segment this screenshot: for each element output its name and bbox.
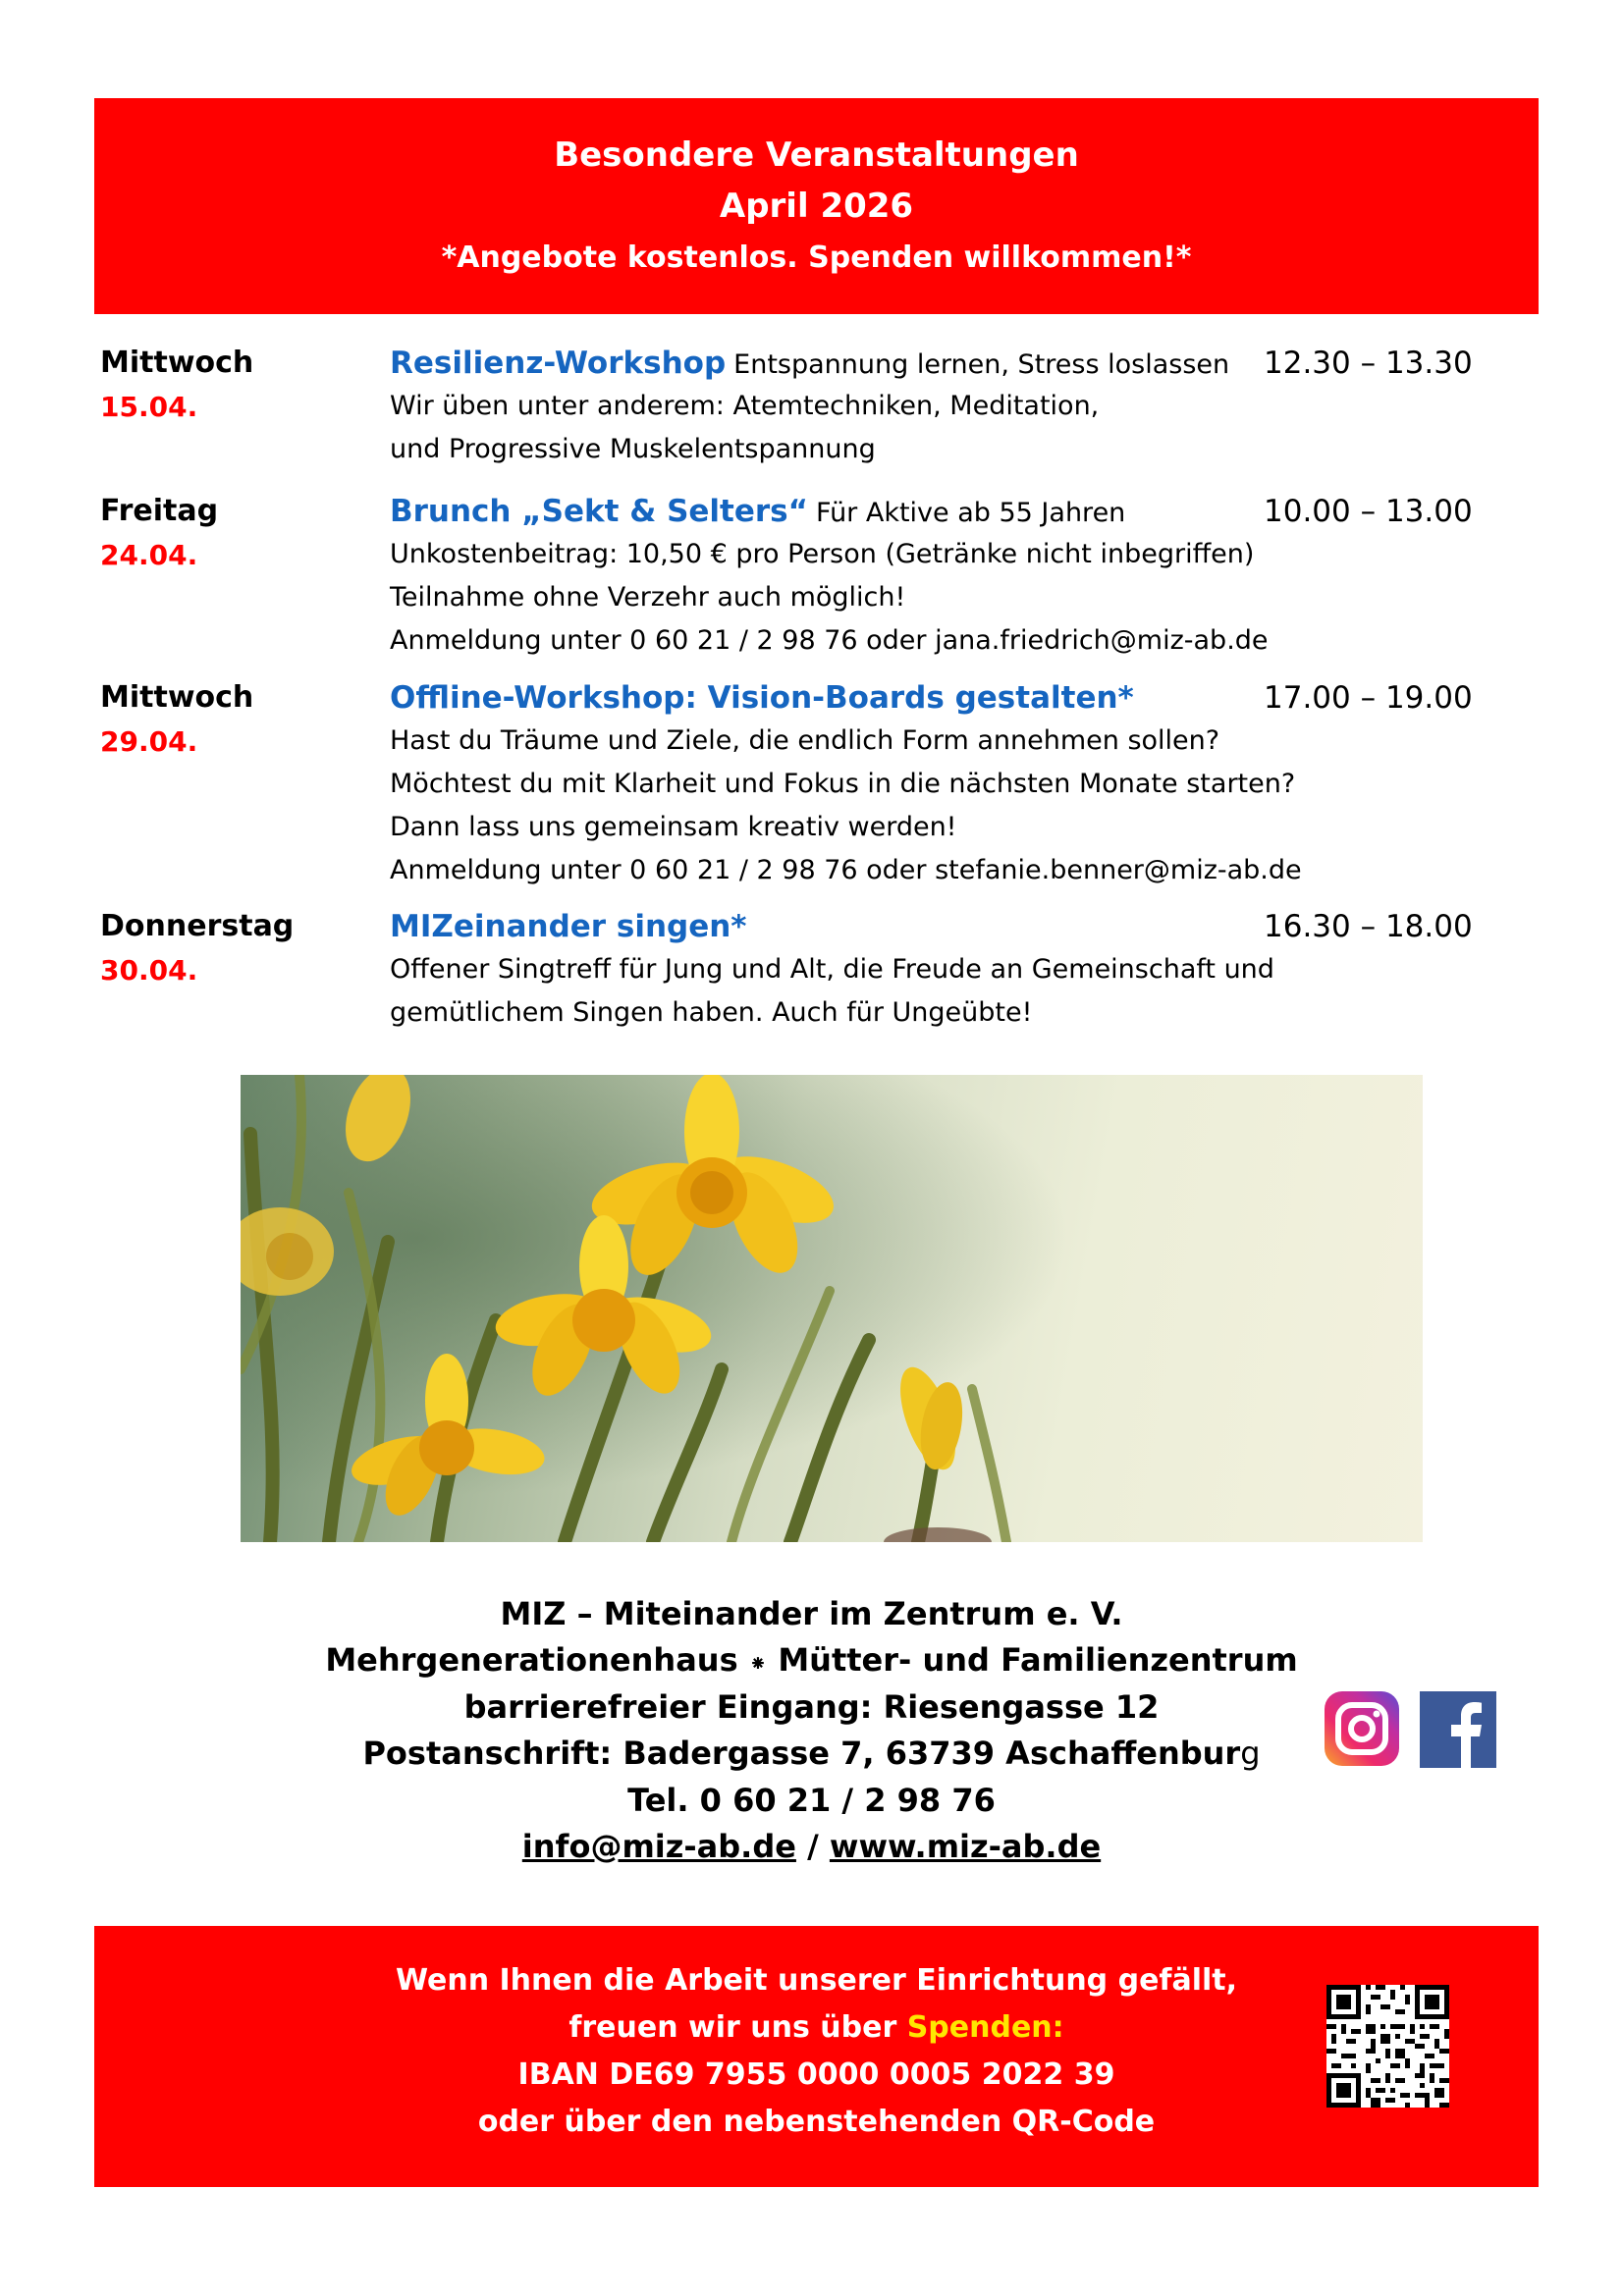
link-separator: / (807, 1828, 819, 1865)
event-date: 30.04. (100, 954, 198, 987)
donation-line-2-prefix: freuen wir uns über (568, 2010, 897, 2045)
event-description-line: und Progressive Muskelentspannung (390, 434, 876, 464)
org-tagline-b: Mütter- und Familienzentrum (778, 1641, 1298, 1679)
website-link[interactable]: www.miz-ab.de (829, 1828, 1102, 1865)
donation-line-1: Wenn Ihnen die Arbeit unserer Einrichtung gefällt, (395, 1963, 1238, 1998)
org-postal-last: g (1240, 1735, 1261, 1772)
org-tagline-separator: ⁕ (748, 1652, 768, 1677)
header-banner (94, 98, 1539, 314)
org-tagline-a: Mehrgenerationenhaus (325, 1641, 738, 1679)
event-description-line: Dann lass uns gemeinsam kreativ werden! (390, 812, 957, 842)
email-link[interactable]: info@miz-ab.de (521, 1828, 796, 1865)
event-subtitle: Entspannung lernen, Stress loslassen (733, 349, 1230, 380)
event-title: Offline-Workshop: Vision-Boards gestalten* (390, 680, 1134, 716)
header-month: April 2026 (719, 187, 914, 226)
facebook-icon[interactable] (1420, 1691, 1496, 1768)
event-description-line: Teilnahme ohne Verzehr auch möglich! (390, 582, 906, 613)
org-entrance: barrierefreier Eingang: Riesengasse 12 (463, 1688, 1160, 1726)
event-description-line: Anmeldung unter 0 60 21 / 2 98 76 oder jana.friedrich@miz-ab.de (390, 625, 1269, 656)
event-time: 16.30 – 18.00 (1264, 909, 1473, 944)
event-day: Mittwoch (100, 346, 254, 380)
org-contact-links (0, 1828, 1623, 1865)
event-title: Resilienz-Workshop (390, 346, 727, 381)
event-day: Mittwoch (100, 680, 254, 715)
event-title: MIZeinander singen* (390, 909, 747, 944)
event-description-line: Offener Singtreff für Jung und Alt, die Freude an Gemeinschaft und (390, 954, 1274, 985)
event-description-line: Hast du Träume und Ziele, die endlich Form annehmen sollen? (390, 725, 1220, 756)
event-time: 10.00 – 13.00 (1264, 494, 1473, 529)
org-name: MIZ – Miteinander im Zentrum e. V. (500, 1595, 1123, 1632)
donation-line-4: oder über den nebenstehenden QR-Code (477, 2105, 1156, 2139)
event-day: Freitag (100, 494, 219, 528)
header-note: *Angebote kostenlos. Spenden willkommen!* (441, 240, 1192, 275)
donation-iban: IBAN DE69 7955 0000 0005 2022 39 (517, 2057, 1115, 2092)
donation-banner (94, 1926, 1539, 2187)
event-date: 24.04. (100, 539, 198, 571)
event-description-line: Unkostenbeitrag: 10,50 € pro Person (Getränke nicht inbegriffen) (390, 539, 1255, 569)
event-description-line: Möchtest du mit Klarheit und Fokus in die nächsten Monate starten? (390, 769, 1296, 799)
org-tagline (0, 1641, 1623, 1679)
org-postal-main: Postanschrift: Badergasse 7, 63739 Aschaffenbur (362, 1735, 1241, 1772)
event-time: 12.30 – 13.30 (1264, 346, 1473, 381)
instagram-icon[interactable] (1325, 1691, 1399, 1766)
donation-line-2 (94, 2010, 1539, 2045)
event-date: 29.04. (100, 725, 198, 758)
event-description-line: gemütlichem Singen haben. Auch für Ungeübte! (390, 997, 1033, 1028)
org-phone: Tel. 0 60 21 / 2 98 76 (627, 1782, 996, 1819)
header-title: Besondere Veranstaltungen (554, 135, 1079, 175)
event-day: Donnerstag (100, 909, 295, 943)
event-date: 15.04. (100, 391, 198, 423)
event-subtitle: Für Aktive ab 55 Jahren (816, 498, 1126, 528)
event-description-line: Anmeldung unter 0 60 21 / 2 98 76 oder stefanie.benner@miz-ab.de (390, 855, 1302, 885)
event-title: Brunch „Sekt & Selters“ (390, 494, 809, 529)
qr-code[interactable] (1326, 1985, 1449, 2108)
daffodil-photo (241, 1075, 1423, 1542)
event-description-line: Wir üben unter anderem: Atemtechniken, Meditation, (390, 391, 1100, 421)
event-time: 17.00 – 19.00 (1264, 680, 1473, 716)
donation-highlight: Spenden: (906, 2010, 1064, 2045)
